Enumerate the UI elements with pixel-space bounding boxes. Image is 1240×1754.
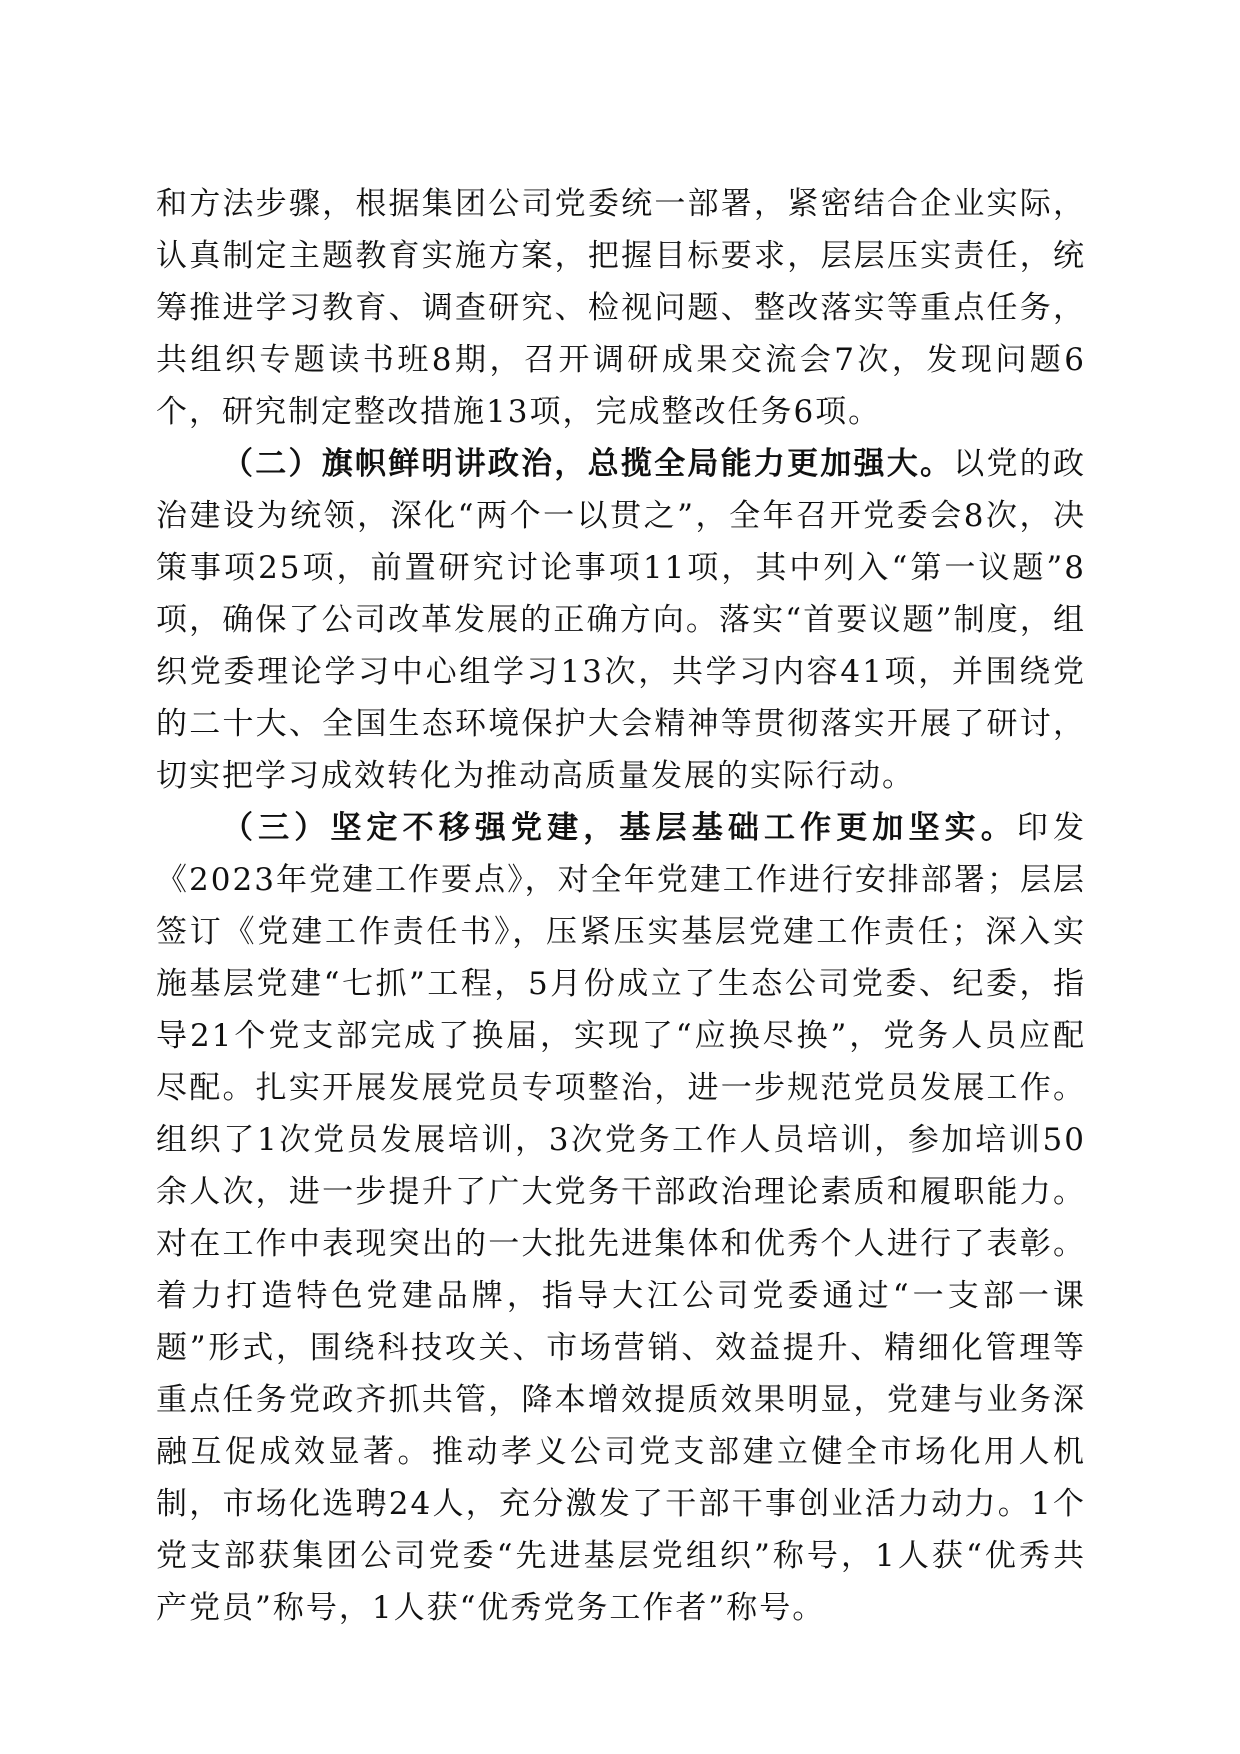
document-body [156, 178, 1086, 1634]
paragraph-1 [156, 178, 1086, 438]
paragraph-2-body: 以党的政治建设为统领，深化“两个一以贯之”，全年召开党委会8次，决策事项25项，前置研究讨论事项11项，其中列入“第一议题”8项，确保了公司改革发展的正确方向。落实“首要议题”制度，组织党委理论学习中心组学习13次，共学习内容41项，并围绕党的二十大、全国生态环境保护大会精神等贯彻落实开展了研讨，切实把学习成效转化为推动高质量发展的实际行动。 [156, 446, 1087, 794]
paragraph-1-body: 和方法步骤，根据集团公司党委统一部署，紧密结合企业实际，认真制定主题教育实施方案，把握目标要求，层层压实责任，统筹推进学习教育、调查研究、检视问题、整改落实等重点任务，共组织专题读书班8期，召开调研成果交流会7次，发现问题6个，研究制定整改措施13项，完成整改任务6项。 [156, 186, 1086, 430]
paragraph-3-body: 印发《2023年党建工作要点》，对全年党建工作进行安排部署；层层签订《党建工作责任书》，压紧压实基层党建工作责任；深入实施基层党建“七抓”工程，5月份成立了生态公司党委、纪委，指导21个党支部完成了换届，实现了“应换尽换”，党务人员应配尽配。扎实开展发展党员专项整治，进一步规范党员发展工作。组织了1次党员发展培训，3次党务工作人员培训，参加培训50余人次，进一步提升了广大党务干部政治理论素质和履职能力。对在工作中表现突出的一大批先进集体和优秀个人进行了表彰。着力打造特色党建品牌，指导大江公司党委通过“一支部一课题”形式，围绕科技攻关、市场营销、效益提升、精细化管理等重点任务党政齐抓共管，降本增效提质效果明显，党建与业务深融互促成效显著。推动孝义公司党支部建立健全市场化用人机制，市场化选聘24人，充分激发了干部干事创业活力动力。1个党支部获集团公司党委“先进基层党组织”称号，1人获“优秀共产党员”称号，1人获“优秀党务工作者”称号。 [156, 810, 1087, 1626]
paragraph-2 [156, 438, 1086, 802]
section-heading-3: （三）坚定不移强党建，基层基础工作更加坚实。 [222, 810, 1017, 846]
paragraph-3 [156, 802, 1086, 1634]
section-heading-2: （二）旗帜鲜明讲政治，总揽全局能力更加强大。 [222, 446, 954, 482]
